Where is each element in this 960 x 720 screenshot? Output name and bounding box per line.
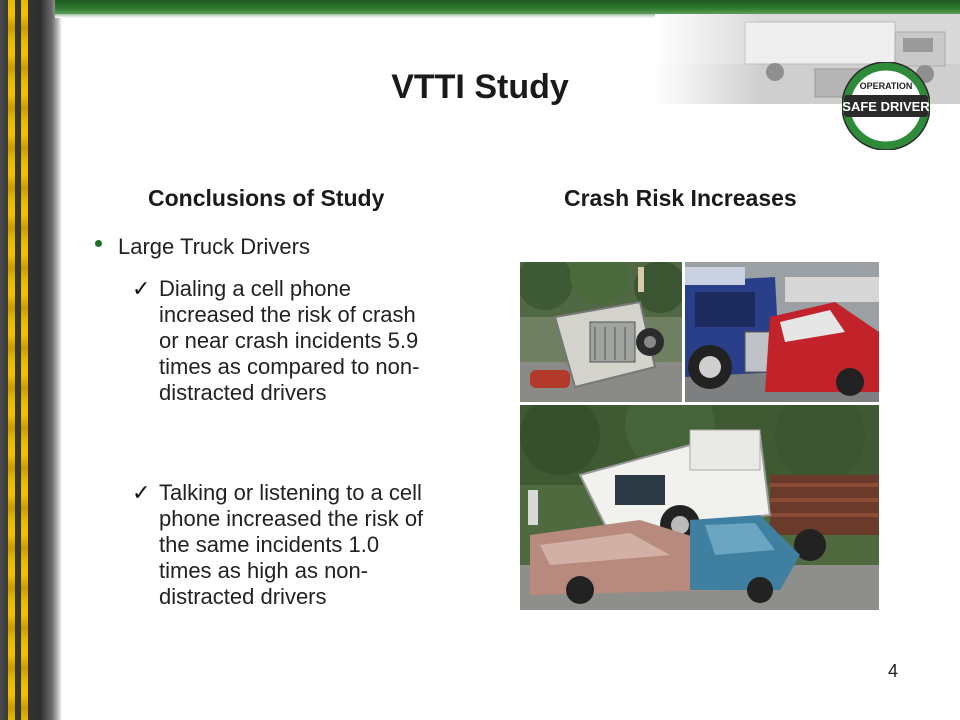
checklist-line: or near crash incidents 5.9: [159, 328, 419, 353]
checklist-line: phone increased the risk of: [159, 506, 424, 531]
truck-on-cars-photo: [520, 405, 879, 610]
logo-main-text: SAFE DRIVER: [842, 99, 930, 114]
left-column-heading: Conclusions of Study: [148, 185, 385, 211]
checklist-item-1: [159, 276, 419, 406]
road-stripe-decoration: [0, 0, 62, 720]
checkmark-icon: ✓: [132, 276, 151, 301]
logo-top-text: OPERATION: [859, 81, 913, 91]
checklist-line: times as compared to non-: [159, 354, 420, 379]
checklist-line: the same incidents 1.0: [159, 532, 380, 557]
checklist-line: increased the risk of crash: [159, 302, 416, 327]
checklist-line: times as high as non-: [159, 558, 369, 583]
checkmark-icon: ✓: [132, 480, 151, 505]
bullet-dot-icon: [95, 240, 102, 247]
checklist-line: Dialing a cell phone: [159, 276, 352, 301]
checklist-line: Talking or listening to a cell: [159, 480, 422, 505]
checklist-item-2: [159, 480, 423, 610]
overturned-truck-photo: [520, 262, 682, 402]
checklist-line: distracted drivers: [159, 380, 327, 405]
right-column-heading: Crash Risk Increases: [564, 185, 797, 211]
slide-title: VTTI Study: [391, 68, 569, 106]
bullet-text: Large Truck Drivers: [118, 234, 310, 259]
road-yellow-line: [8, 0, 15, 720]
top-green-band: [55, 0, 960, 14]
truck-car-collision-photo: [685, 262, 879, 402]
road-yellow-line: [21, 0, 28, 720]
checklist-line: distracted drivers: [159, 584, 327, 609]
page-number: 4: [888, 661, 899, 681]
